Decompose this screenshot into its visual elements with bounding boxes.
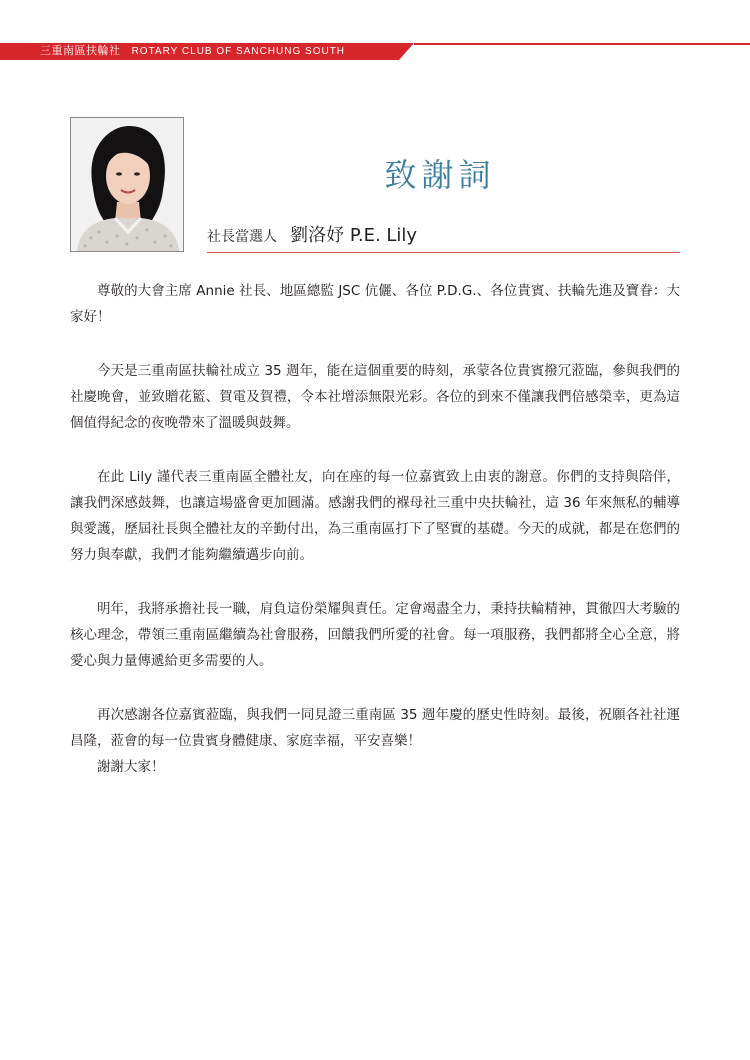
header-title bbox=[40, 44, 345, 59]
speech-body bbox=[70, 278, 680, 780]
page-title: 致謝詞 bbox=[384, 156, 496, 194]
paragraph-greeting: 尊敬的大會主席 Annie 社長、地區總監 JSC 伉儷、各位 P.D.G.、各位貴賓、扶輪先進及寶眷：大家好！ bbox=[70, 283, 680, 325]
byline bbox=[207, 221, 417, 247]
paragraph-next-year: 明年，我將承擔社長一職，肩負這份榮耀與責任。定會竭盡全力，秉持扶輪精神，貫徹四大考驗的核心理念，帶領三重南區繼續為社會服務，回饋我們所愛的社會。每一項服務，我們都將全心全意，將愛心與力量傳遞給更多需要的人。 bbox=[70, 601, 680, 669]
paragraph-thanks: 在此 Lily 謹代表三重南區全體社友，向在座的每一位嘉賓致上由衷的謝意。你們的支持與陪伴，讓我們深感鼓舞，也讓這場盛會更加圓滿。感謝我們的褓母社三重中央扶輪社，這 36 年來無私的輔導與愛護，歷屆社長與全體社友的辛勤付出，為三重南區打下了堅實的基礎。今天的成就，都是在您們的努力與奉獻，我們才能夠繼續邁步向前。 bbox=[70, 469, 680, 563]
speaker-name: 劉洛妤 P.E. Lily bbox=[290, 225, 418, 246]
club-name-en: ROTARY CLUB OF SANCHUNG SOUTH bbox=[131, 46, 346, 57]
paragraph-final-thanks: 謝謝大家！ bbox=[97, 759, 165, 775]
portrait-photo-icon bbox=[71, 118, 183, 251]
byline-divider bbox=[207, 252, 680, 253]
speaker-role: 社長當選人 bbox=[207, 229, 277, 245]
paragraph-closing: 再次感謝各位嘉賓蒞臨，與我們一同見證三重南區 35 週年慶的歷史性時刻。最後，祝願各社社運昌隆，蒞會的每一位貴賓身體健康、家庭幸福，平安喜樂！ bbox=[70, 707, 680, 749]
paragraph-anniversary: 今天是三重南區扶輪社成立 35 週年，能在這個重要的時刻，承蒙各位貴賓撥冗蒞臨，參與我們的社慶晚會，並致贈花籃、賀電及賀禮，令本社增添無限光彩。各位的到來不僅讓我們倍感榮幸，更為這個值得紀念的夜晚帶來了溫暖與鼓舞。 bbox=[70, 363, 680, 431]
portrait-photo bbox=[70, 117, 184, 252]
club-name-zh: 三重南區扶輪社 bbox=[40, 45, 121, 57]
